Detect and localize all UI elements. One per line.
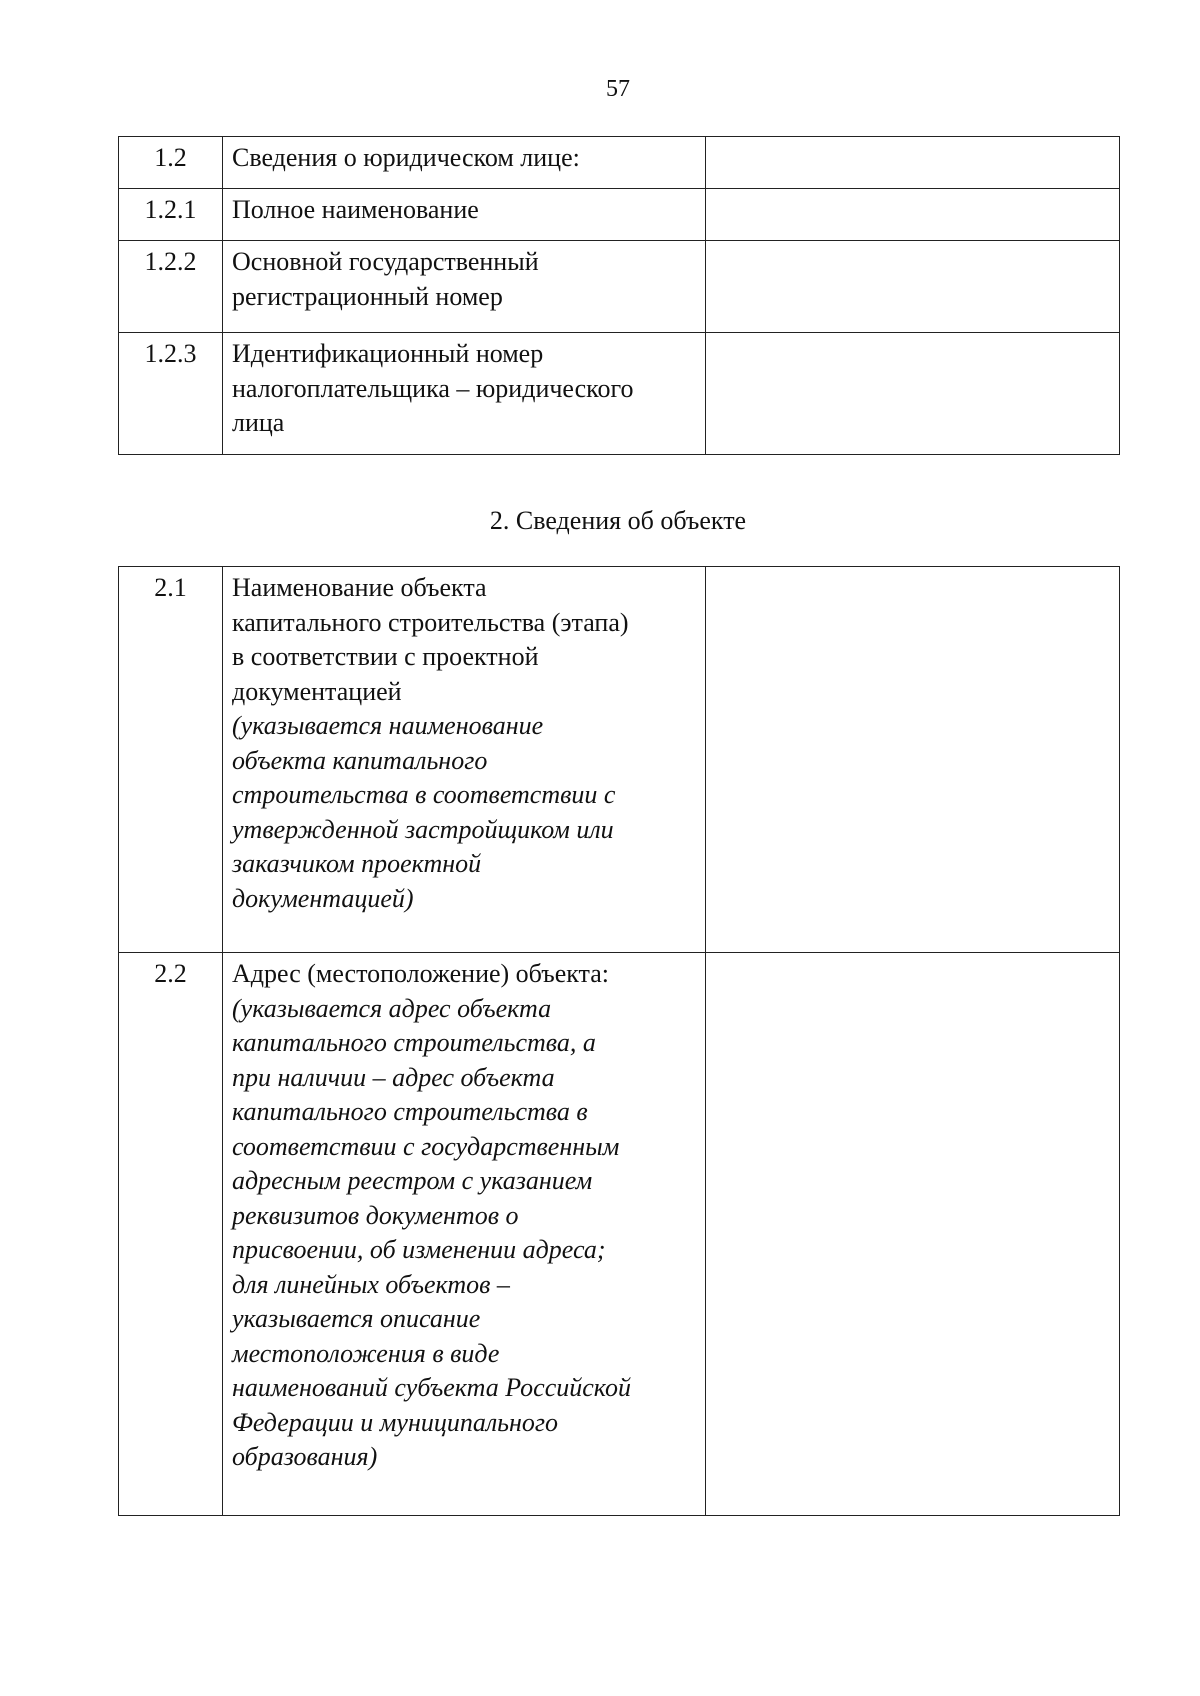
note-line: реквизитов документов о	[232, 1200, 519, 1230]
label-line: Наименование объекта	[232, 573, 487, 602]
note-line: Федерации и муниципального	[232, 1407, 559, 1437]
note-line: присвоении, об изменении адреса;	[232, 1235, 606, 1264]
row-number: 1.2.1	[119, 189, 223, 241]
label-line: Основной государственный	[232, 247, 539, 276]
row-label	[223, 953, 706, 1516]
note-line: объекта капитального	[232, 745, 488, 775]
table-row	[119, 189, 1120, 241]
table-row	[119, 567, 1120, 953]
note-line: утвержденной застройщиком или	[232, 814, 614, 844]
table-row	[119, 953, 1120, 1516]
note-line: образования)	[232, 1442, 378, 1471]
note-line: наименований субъекта Российской	[232, 1373, 631, 1402]
row-number: 1.2.3	[119, 333, 223, 455]
table-row	[119, 333, 1120, 455]
label-line: в соответствии с проектной	[232, 642, 539, 671]
value-cell[interactable]	[706, 137, 1120, 189]
row-label	[223, 567, 706, 953]
note-line: (указывается наименование	[232, 711, 544, 740]
table-row	[119, 137, 1120, 189]
table-row	[119, 241, 1120, 333]
note-line: для линейных объектов –	[232, 1269, 510, 1299]
label-line: лица	[232, 408, 285, 437]
note-line: (указывается адрес объекта	[232, 993, 552, 1023]
page-number: 57	[606, 76, 630, 102]
label-line: регистрационный номер	[232, 281, 503, 311]
row-label	[223, 137, 706, 189]
note-line: при наличии – адрес объекта	[232, 1062, 555, 1092]
label-line: капитального строительства (этапа)	[232, 607, 629, 637]
value-cell[interactable]	[706, 567, 1120, 953]
label-line: Полное наименование	[232, 195, 479, 224]
note-line: капитального строительства, а	[232, 1028, 596, 1057]
label-line: налогоплательщика – юридического	[232, 373, 634, 403]
row-label	[223, 189, 706, 241]
value-cell[interactable]	[706, 189, 1120, 241]
note-line: строительства в соответствии с	[232, 780, 616, 809]
value-cell[interactable]	[706, 333, 1120, 455]
value-cell[interactable]	[706, 241, 1120, 333]
note-line: указывается описание	[232, 1304, 481, 1333]
object-table	[118, 566, 1120, 1516]
row-label	[223, 241, 706, 333]
note-line: соответствии с государственным	[232, 1131, 620, 1161]
legal-entity-table	[118, 136, 1120, 455]
row-number: 1.2.2	[119, 241, 223, 333]
label-line: документацией	[232, 676, 402, 706]
row-label	[223, 333, 706, 455]
row-number: 2.2	[119, 953, 223, 1516]
note-line: документацией)	[232, 883, 414, 913]
row-number: 1.2	[119, 137, 223, 189]
label-line: Адрес (местоположение) объекта:	[232, 959, 609, 988]
note-line: заказчиком проектной	[232, 849, 482, 878]
section-title: 2. Сведения об объекте	[489, 506, 747, 535]
note-line: капитального строительства в	[232, 1097, 588, 1126]
label-line: Сведения о юридическом лице:	[232, 143, 580, 172]
row-number: 2.1	[119, 567, 223, 953]
value-cell[interactable]	[706, 953, 1120, 1516]
note-line: адресным реестром с указанием	[232, 1166, 593, 1195]
label-line: Идентификационный номер	[232, 339, 544, 368]
note-line: местоположения в виде	[232, 1338, 500, 1368]
